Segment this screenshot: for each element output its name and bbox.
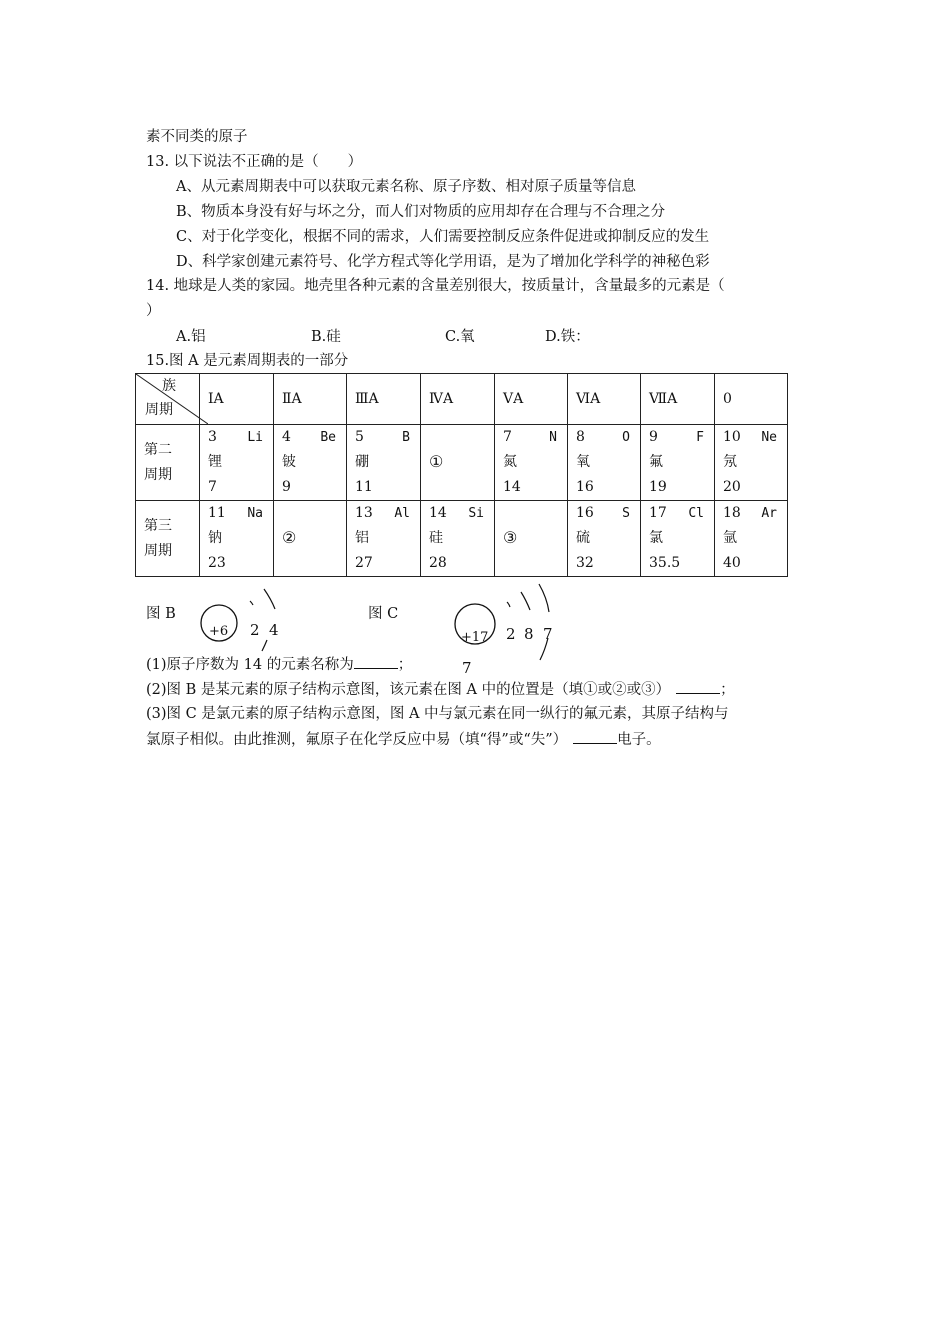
group-header: ⅥA (568, 374, 641, 425)
element-cell-blank (495, 501, 568, 577)
atomic-mass: 14 (503, 479, 521, 495)
group-header: ⅡA (274, 374, 347, 425)
element-cell-blank (421, 425, 495, 501)
element-number-symbol (723, 425, 787, 450)
element-name: 铝 (355, 530, 369, 546)
q13-option-b: B、物质本身没有好与坏之分，而人们对物质的应用却存在合理与不合理之分 (176, 204, 666, 220)
q15-sub2 (146, 679, 735, 700)
group-header: 0 (715, 374, 788, 425)
element-name: 氧 (576, 454, 590, 470)
fig-c-shell-3: 7 (543, 625, 553, 643)
element-symbol: Si (468, 506, 484, 521)
fig-b-shell-1: 2 (250, 621, 260, 639)
fig-b-shell-2: 4 (269, 621, 279, 639)
period-label-cell (136, 501, 200, 577)
atomic-number: 4 (282, 429, 291, 445)
q15-sub2-text: (2)图 B 是某元素的原子结构示意图，该元素在图 A 中的位置是（填①或②或③） (146, 682, 671, 698)
q14-options (176, 327, 590, 347)
fig-c-label: 图 C (368, 606, 399, 622)
q14-option-a: A.铝 (176, 329, 206, 345)
element-symbol: Ar (761, 506, 777, 521)
atomic-mass: 20 (723, 479, 741, 495)
q14-option-b: B.硅 (311, 329, 341, 345)
element-number-symbol (429, 501, 494, 526)
fig-c-stray-digit: 7 (462, 659, 472, 677)
element-cell (347, 425, 421, 501)
atomic-mass: 11 (355, 479, 373, 495)
q14-option-d: D.铁： (545, 329, 590, 345)
element-name: 锂 (208, 454, 222, 470)
fig-c-atom-diagram (445, 580, 565, 665)
atomic-number: 3 (208, 429, 217, 445)
element-name: 铍 (282, 454, 296, 470)
q14-stem-line2: ） (146, 303, 161, 319)
element-number-symbol (355, 425, 420, 450)
element-symbol: S (622, 506, 630, 521)
element-cell (200, 501, 274, 577)
element-number-symbol (649, 501, 714, 526)
q15-sub3-line2 (146, 729, 661, 750)
corner-group-label: 族 (162, 378, 176, 394)
atomic-mass: 16 (576, 479, 594, 495)
fig-b-atom-diagram (195, 585, 295, 655)
element-symbol: N (549, 430, 557, 445)
atomic-number: 17 (649, 505, 667, 521)
table-header-row (136, 374, 788, 425)
atomic-number: 7 (503, 429, 512, 445)
element-symbol: O (622, 430, 630, 445)
element-name: 硫 (576, 530, 590, 546)
element-cell (568, 501, 641, 577)
atomic-number: 9 (649, 429, 658, 445)
element-cell (421, 501, 495, 577)
element-name: 钠 (208, 530, 222, 546)
table-period-row (136, 501, 788, 577)
position-marker: ① (429, 452, 444, 471)
q15-sub2-blank[interactable] (676, 679, 720, 694)
group-header: ⅢA (347, 374, 421, 425)
element-cell (200, 425, 274, 501)
element-number-symbol (208, 425, 273, 450)
q13-option-d: D、科学家创建元素符号、化学方程式等化学用语，是为了增加化学科学的神秘色彩 (176, 254, 710, 270)
atomic-number: 13 (355, 505, 373, 521)
q15-sub3-blank[interactable] (573, 729, 617, 744)
element-cell (641, 425, 715, 501)
element-cell (715, 501, 788, 577)
fig-c-nucleus: +17 (461, 630, 489, 645)
element-number-symbol (208, 501, 273, 526)
atomic-number: 18 (723, 505, 741, 521)
q15-sub1-end: ； (397, 657, 413, 673)
element-number-symbol (503, 425, 567, 450)
fig-c-shell-1: 2 (506, 625, 516, 643)
atomic-mass: 7 (208, 479, 217, 495)
atomic-number: 14 (429, 505, 447, 521)
atomic-mass: 27 (355, 555, 373, 571)
q15-sub3-text: 氯原子相似。由此推测，氟原子在化学反应中易（填“得”或“失”） (146, 732, 568, 748)
period-label-line2: 周期 (144, 466, 172, 483)
element-name: 氮 (503, 454, 517, 470)
q13-option-a: A、从元素周期表中可以获取元素名称、原子序数、相对原子质量等信息 (176, 179, 636, 195)
element-cell (715, 425, 788, 501)
element-symbol: Na (247, 506, 263, 521)
element-number-symbol (723, 501, 787, 526)
element-name: 氩 (723, 530, 737, 546)
element-cell (495, 425, 568, 501)
period-label-line1: 第三 (144, 517, 172, 534)
element-number-symbol (649, 425, 714, 450)
element-name: 硼 (355, 454, 369, 470)
atomic-mass: 9 (282, 479, 291, 495)
element-symbol: Cl (688, 506, 704, 521)
group-header: ⅠA (200, 374, 274, 425)
corner-period-label: 周期 (145, 402, 173, 418)
q13-option-c: C、对于化学变化，根据不同的需求，人们需要控制反应条件促进或抑制反应的发生 (176, 229, 710, 245)
element-symbol: B (402, 430, 410, 445)
atomic-mass: 32 (576, 555, 594, 571)
element-number-symbol (576, 501, 640, 526)
atomic-mass: 23 (208, 555, 226, 571)
fig-b-nucleus: +6 (209, 624, 229, 639)
element-symbol: Li (247, 430, 263, 445)
atomic-number: 11 (208, 505, 226, 521)
atomic-number: 10 (723, 429, 741, 445)
q14-option-c: C.氧 (445, 329, 475, 345)
atomic-number: 8 (576, 429, 585, 445)
atomic-mass: 19 (649, 479, 667, 495)
period-label-line2: 周期 (144, 542, 172, 559)
element-name: 硅 (429, 530, 443, 546)
position-marker: ② (282, 528, 297, 547)
element-cell (568, 425, 641, 501)
atomic-mass: 35.5 (649, 555, 681, 571)
group-header: ⅣA (421, 374, 495, 425)
q13-stem: 13. 以下说法不正确的是（ ） (146, 154, 363, 170)
table-period-row (136, 425, 788, 501)
atomic-number: 16 (576, 505, 594, 521)
element-number-symbol (576, 425, 640, 450)
period-label-cell (136, 425, 200, 501)
q15-sub3-end: 电子。 (617, 732, 661, 748)
element-cell-blank (274, 501, 347, 577)
q15-sub1-blank[interactable] (354, 654, 398, 669)
atomic-mass: 28 (429, 555, 447, 571)
table-corner-cell (136, 374, 200, 425)
element-symbol: F (696, 430, 704, 445)
q15-stem: 15.图 A 是元素周期表的一部分 (146, 353, 349, 369)
q15-sub1-text: (1)原子序数为 14 的元素名称为 (146, 657, 354, 673)
position-marker: ③ (503, 528, 518, 547)
q15-sub3-line1: (3)图 C 是氯元素的原子结构示意图，图 A 中与氯元素在同一纵行的氟元素，其原子结构与 (146, 706, 729, 722)
element-number-symbol (282, 425, 346, 450)
element-cell (641, 501, 715, 577)
group-header: ⅤA (495, 374, 568, 425)
element-symbol: Ne (761, 430, 777, 445)
group-header: ⅦA (641, 374, 715, 425)
element-symbol: Al (394, 506, 410, 521)
element-name: 氟 (649, 454, 663, 470)
periodic-table (135, 373, 788, 577)
lead-in-text: 素不同类的原子 (146, 129, 248, 145)
atomic-number: 5 (355, 429, 364, 445)
element-name: 氯 (649, 530, 663, 546)
element-cell (274, 425, 347, 501)
q15-sub2-end: ； (720, 682, 735, 698)
element-number-symbol (355, 501, 420, 526)
period-label-line1: 第二 (144, 441, 172, 458)
q15-sub1 (146, 654, 412, 675)
element-symbol: Be (320, 430, 336, 445)
element-cell (347, 501, 421, 577)
fig-b-label: 图 B (146, 606, 176, 622)
element-name: 氖 (723, 454, 737, 470)
fig-c-shell-2: 8 (524, 625, 534, 643)
q14-stem-line1: 14. 地球是人类的家园。地壳里各种元素的含量差别很大，按质量计，含量最多的元素是（ (146, 278, 725, 294)
atomic-mass: 40 (723, 555, 741, 571)
